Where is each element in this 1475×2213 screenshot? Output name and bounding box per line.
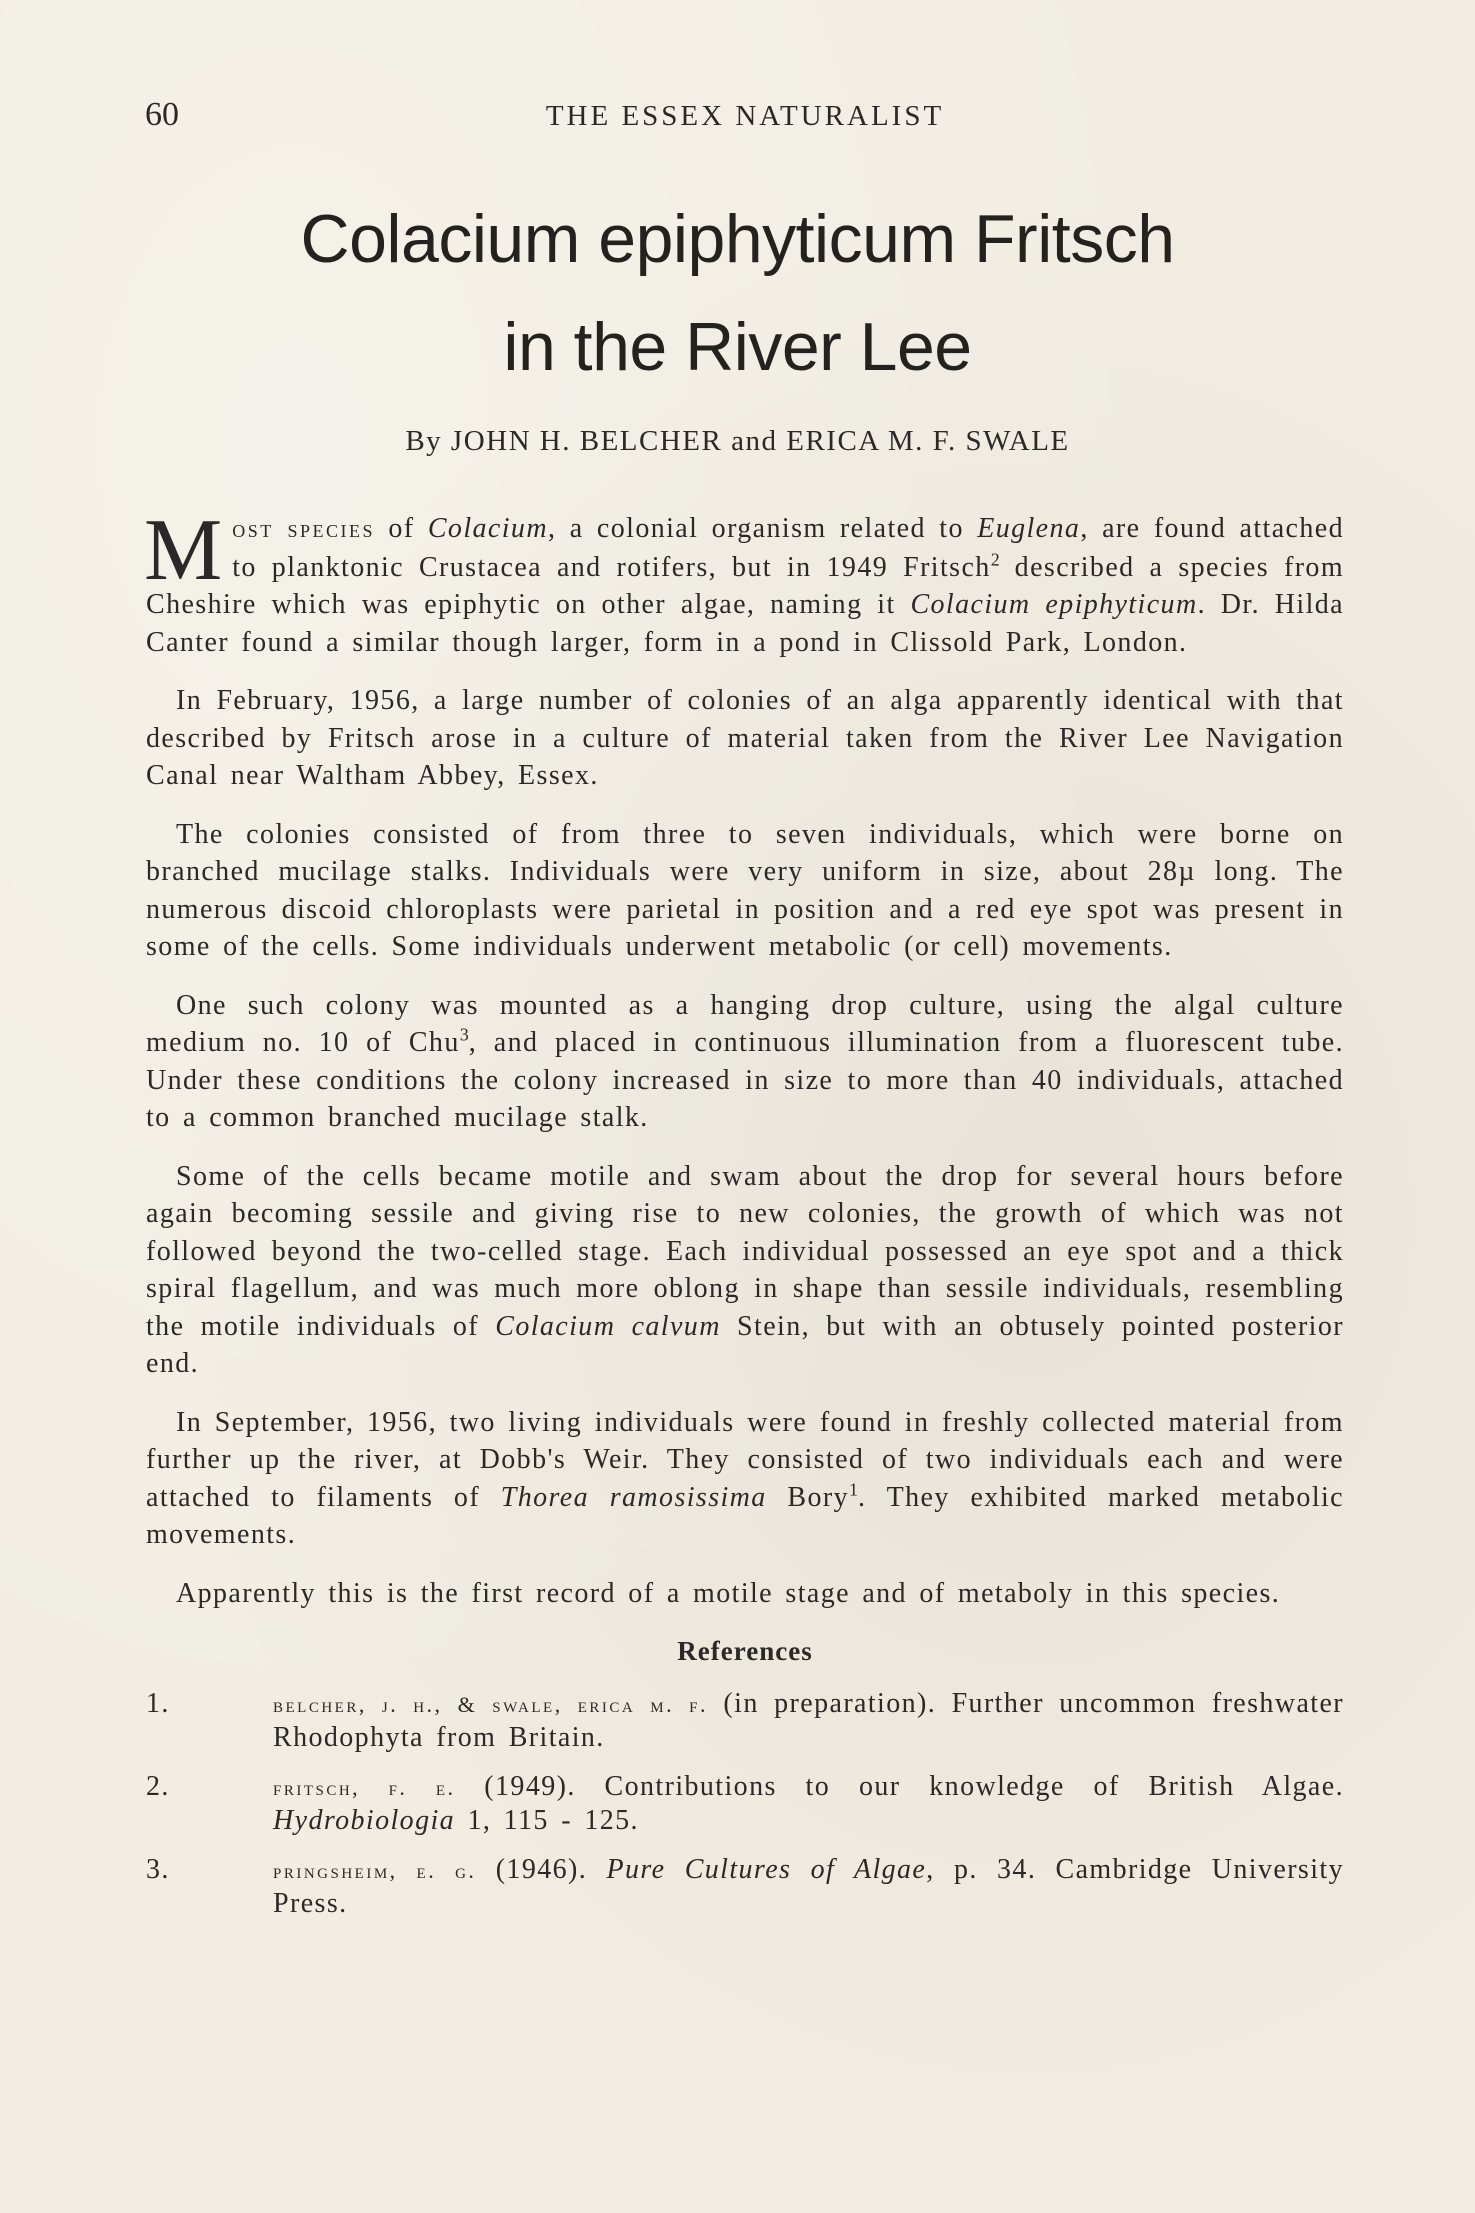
text-run: Some of the cells became motile and swam about the drop for several hours before again becoming sessile and giving rise to new colonies, the growth of which was not followed beyond the two-celled stage. Each individual possessed an eye spot and a thick spiral flagellum, and was much more oblong in shape than sessile individuals, resembling the motile individuals of bbox=[146, 1160, 1344, 1342]
text-run: Bory bbox=[766, 1481, 850, 1513]
reference-item bbox=[146, 1770, 1344, 1837]
paragraph-7: Apparently this is the first record of a motile stage and of metaboly in this species. bbox=[176, 1577, 1281, 1609]
reference-item bbox=[146, 1853, 1344, 1920]
text-run: , a colonial organism related to bbox=[547, 513, 978, 544]
smallcaps-opening: ost species bbox=[232, 516, 375, 543]
reference-authors: belcher, j. h., & swale, erica m. f. bbox=[273, 1691, 708, 1717]
journal-name: THE ESSEX NATURALIST bbox=[545, 100, 945, 132]
article-body bbox=[144, 502, 1345, 1936]
reference-authors: pringsheim, e. g. bbox=[273, 1857, 477, 1883]
text-run: of bbox=[375, 513, 428, 544]
text-run: One such colony was mounted as a hanging drop culture, using the algal culture medium no. 10 of Chu bbox=[146, 989, 1344, 1058]
reference-number: 3. bbox=[146, 1853, 170, 1885]
reference-text: (1946). bbox=[476, 1853, 607, 1885]
text-run: , and placed in continuous illumination from a fluorescent tube. Under these conditions the colony increased in size to more than 40 individuals, attached to a common branched mucilage stalk. bbox=[146, 1027, 1344, 1133]
text-run: In September, 1956, two living individuals were found in freshly collected material from further up the river, at Dobb's Weir. They consisted of two individuals each and were attached to filaments of bbox=[146, 1406, 1344, 1513]
reference-marker: 3 bbox=[459, 1024, 469, 1045]
reference-italic: Pure Cultures of Algae bbox=[606, 1853, 927, 1885]
paragraph-6 bbox=[146, 1404, 1344, 1554]
paragraph-4 bbox=[146, 987, 1344, 1137]
page-number: 60 bbox=[145, 96, 179, 133]
paragraph-2: In February, 1956, a large number of colonies of an alga apparently identical with that described by Fritsch arose in a culture of material taken from the River Lee Navigation Canal near Waltham Abbey, Essex. bbox=[146, 685, 1344, 791]
reference-number: 2. bbox=[146, 1770, 170, 1802]
reference-number: 1. bbox=[146, 1687, 170, 1719]
reference-text: (in preparation). Further uncommon freshwater Rhodophyta from Britain. bbox=[273, 1687, 1344, 1753]
text-run: described a species from Cheshire which was epiphytic on other algae, naming it bbox=[146, 551, 1345, 620]
reference-item bbox=[146, 1687, 1344, 1754]
article-title bbox=[120, 185, 1355, 401]
text-run: , are found attached to planktonic Crustacea and rotifers, but in 1949 Fritsch bbox=[232, 513, 1344, 583]
reference-authors: fritsch, f. e. bbox=[273, 1774, 456, 1800]
taxon-name: Colacium calvum bbox=[495, 1310, 721, 1342]
taxon-name: Thorea ramosissima bbox=[500, 1481, 767, 1513]
text-run: . Dr. Hilda Canter found a similar though larger, form in a pond in Clissold Park, London. bbox=[146, 589, 1345, 658]
reference-text: (1949). Contributions to our knowledge of British Algae. bbox=[455, 1770, 1344, 1802]
reference-tail: , p. 34. Cambridge University Press. bbox=[273, 1853, 1344, 1919]
taxon-name: Euglena bbox=[977, 513, 1081, 544]
reference-italic: Hydrobiologia bbox=[273, 1804, 456, 1836]
reference-marker: 2 bbox=[990, 549, 1000, 570]
title-line-1: Colacium epiphyticum Fritsch bbox=[300, 201, 1175, 277]
byline: By JOHN H. BELCHER and ERICA M. F. SWALE bbox=[405, 425, 1070, 457]
paragraph-5 bbox=[146, 1158, 1344, 1383]
references-heading: References bbox=[677, 1636, 813, 1666]
drop-cap: M bbox=[144, 502, 223, 599]
reference-marker: 1 bbox=[849, 1479, 859, 1500]
title-line-2: in the River Lee bbox=[503, 309, 972, 385]
reference-tail: 1, 115 - 125. bbox=[455, 1804, 639, 1836]
text-run: Stein, but with an obtusely pointed posterior end. bbox=[146, 1310, 1344, 1379]
paragraph-3: The colonies consisted of from three to seven individuals, which were borne on branched mucilage stalks. Individuals were very uniform in size, about 28µ long. The numerous discoid chloroplasts were parietal in position and a red eye spot was present in some of the cells. Some individuals underwent metabolic (or cell) movements. bbox=[146, 818, 1344, 962]
taxon-name: Colacium epiphyticum bbox=[910, 589, 1198, 620]
text-run: . They exhibited marked metabolic movements. bbox=[146, 1481, 1345, 1550]
taxon-name: Colacium bbox=[427, 513, 548, 544]
running-head bbox=[145, 96, 1345, 136]
paragraph-1 bbox=[144, 502, 1345, 661]
